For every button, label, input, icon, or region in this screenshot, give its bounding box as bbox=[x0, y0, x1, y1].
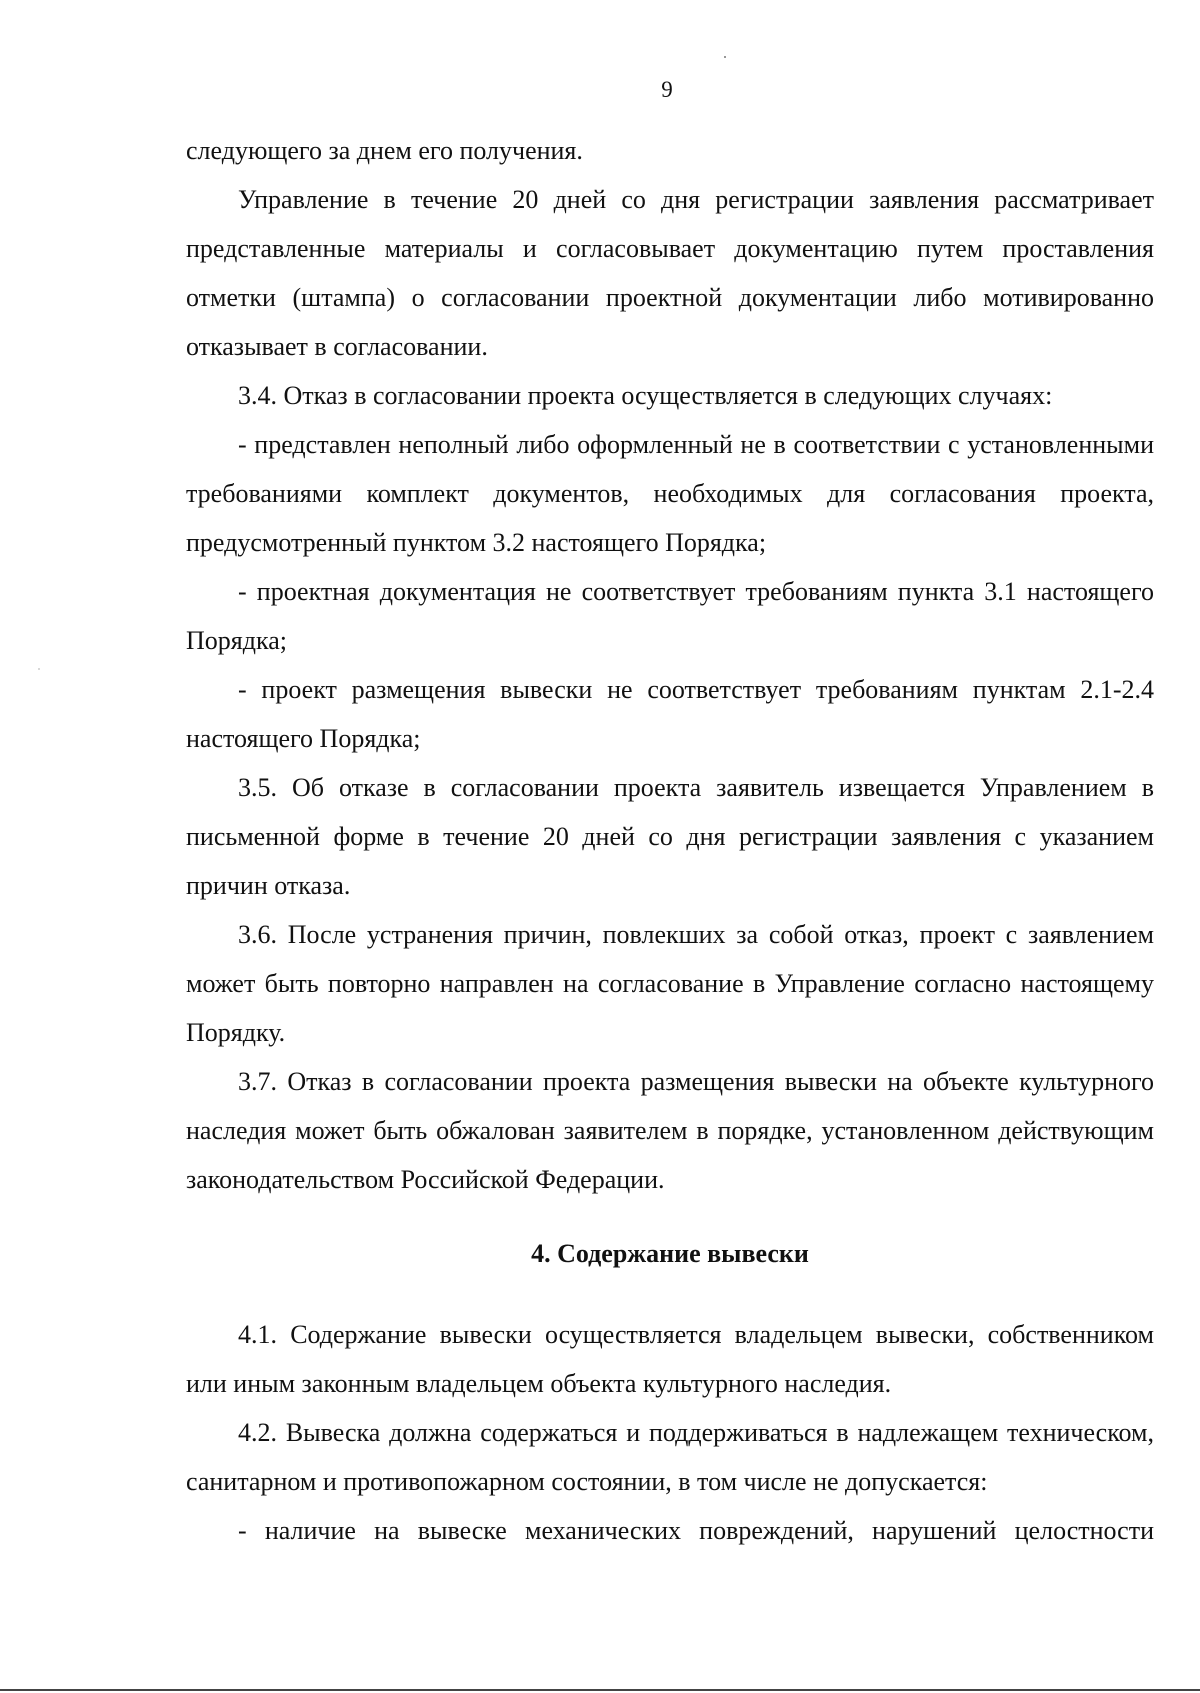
list-item-project-mismatch: - проект размещения вывески не соответствует требованиям пунктам 2.1-2.4 настоящего Порядка; bbox=[186, 675, 1154, 753]
paragraph-4-2: 4.2. Вывеска должна содержаться и поддерживаться в надлежащем техническом, санитарном и противопожарном состоянии, в том числе не допускается: bbox=[186, 1418, 1154, 1496]
section-heading: 4. Содержание вывески bbox=[531, 1239, 809, 1268]
paragraph-4-1: 4.1. Содержание вывески осуществляется владельцем вывески, собственником или иным законным владельцем объекта культурного наследия. bbox=[186, 1320, 1154, 1398]
document-body bbox=[186, 126, 1154, 1555]
scan-speck bbox=[38, 668, 40, 670]
paragraph-continuation: следующего за днем его получения. bbox=[186, 136, 583, 165]
list-item-documentation-mismatch: - проектная документация не соответствует требованиям пункта 3.1 настоящего Порядка; bbox=[186, 577, 1154, 655]
paragraph-review-procedure: Управление в течение 20 дней со дня регистрации заявления рассматривает представленные материалы и согласовывает документацию путем проставления отметки (штампа) о согласовании проектной документации либо мотивированно отказывает в согласовании. bbox=[186, 185, 1154, 361]
page-number: 9 bbox=[661, 77, 673, 102]
paragraph-3-4: 3.4. Отказ в согласовании проекта осуществляется в следующих случаях: bbox=[238, 381, 1053, 410]
list-item-incomplete-documents: - представлен неполный либо оформленный не в соответствии с установленными требованиями комплект документов, необходимых для согласования проекта, предусмотренный пунктом 3.2 настоящего Порядка; bbox=[186, 430, 1154, 557]
paragraph-3-5: 3.5. Об отказе в согласовании проекта заявитель извещается Управлением в письменной форме в течение 20 дней со дня регистрации заявления с указанием причин отказа. bbox=[186, 773, 1154, 900]
paragraph-3-6: 3.6. После устранения причин, повлекших за собой отказ, проект с заявлением может быть повторно направлен на согласование в Управление согласно настоящему Порядку. bbox=[186, 920, 1154, 1047]
paragraph-3-7: 3.7. Отказ в согласовании проекта размещения вывески на объекте культурного наследия может быть обжалован заявителем в порядке, установленном действующим законодательством Российской Федерации. bbox=[186, 1067, 1154, 1194]
scan-speck bbox=[724, 56, 726, 58]
page-bottom-rule bbox=[0, 1689, 1200, 1691]
list-item-mechanical-damage: - наличие на вывеске механических повреждений, нарушений целостности bbox=[238, 1516, 1154, 1545]
